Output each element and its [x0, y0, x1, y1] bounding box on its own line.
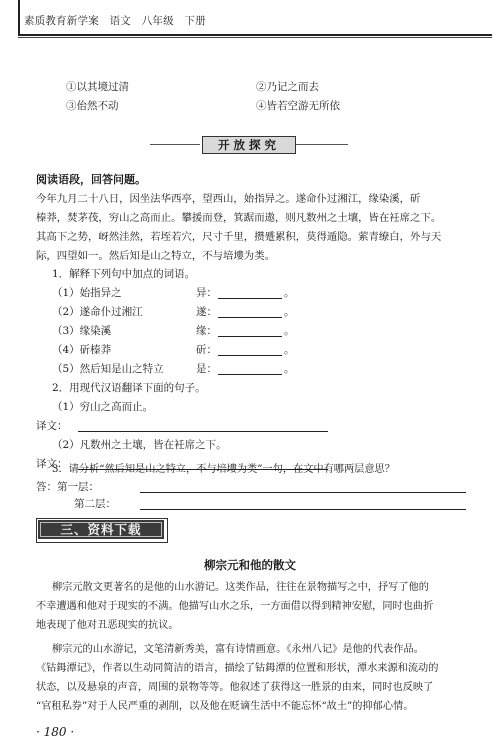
q1-item-2: （2）遂命仆过湘江 [52, 306, 143, 318]
page-number: · 180 · [36, 725, 75, 739]
q1-item-1-blank[interactable] [218, 298, 282, 299]
passage-line-2: 榛莽，焚茅茷，穷山之高而止。攀援而登，箕踞而遨，则凡数州之土壤，皆在衽席之下。 [36, 212, 442, 224]
q1-item-1: （1）始指异之 [52, 287, 122, 299]
q1-item-3: （3）缘染溪 [52, 325, 112, 337]
header-rule [18, 34, 492, 36]
q1-item-1-word: 异： [196, 287, 217, 299]
article-line-4: 柳宗元的山水游记，文笔清新秀美，富有诗情画意。《永州八记》是他的代表作品。 [52, 644, 424, 655]
q1-item-4-blank[interactable] [218, 355, 282, 356]
q1-item-5-period: 。 [284, 363, 295, 375]
option-4: ④皆若空游无所依 [256, 100, 340, 112]
article-line-5: 《钴鉧潭记》，作者以生动同简洁的语言，描绘了钴鉧潭的位置和形状，潭水来源和流动的 [36, 663, 439, 674]
article-line-6: 状态，以及悬泉的声音，周围的景物等等。他叙述了获得这一胜景的由来，同时也反映了 [36, 682, 434, 693]
q1-item-4: （4）斫榛莽 [52, 344, 112, 356]
q1-item-3-word: 缘： [196, 325, 217, 337]
q2-item-2: （2）凡数州之土壤，皆在衽席之下。 [52, 439, 227, 451]
q2-answer-blank-1[interactable] [78, 431, 328, 432]
q1-item-2-blank[interactable] [218, 317, 282, 318]
header-side-rule [18, 0, 20, 36]
q3-answer-label: 答：第一层： [36, 481, 99, 493]
article-line-1: 柳宗元散文更著名的是他的山水游记。这类作品，往往在景物描写之中，抒写了他的 [52, 582, 429, 593]
q2-item-1: （1）穷山之高而止。 [52, 401, 154, 413]
option-2: ②乃记之而去 [256, 81, 319, 93]
q1-prompt: 1．解释下列句中加点的词语。 [52, 268, 196, 280]
passage-line-1: 今年九月二十八日，因坐法华西亭，望西山，始指异之。遂命仆过湘江，缘染溪，斫 [36, 193, 421, 205]
section-banner-open: 开放探究 [202, 136, 296, 154]
q1-item-5: （5）然后知是山之特立 [52, 363, 164, 375]
q3-answer-blank-1[interactable] [140, 492, 466, 493]
q1-item-3-blank[interactable] [218, 336, 282, 337]
option-3: ③佁然不动 [66, 100, 119, 112]
q3-prompt: 3．请分析“然后知是山之特立，不与培塿为类”一句，在文中有哪两层意思？ [52, 464, 395, 475]
option-1: ①以其境过清 [66, 81, 129, 93]
q2-answer-label-1: 译文： [36, 420, 68, 432]
passage-line-3: 其高下之势，岈然洼然，若垤若穴，尺寸千里，攒蹙累积，莫得遁隐。萦青缭白，外与天 [36, 231, 442, 243]
q1-item-4-word: 斫： [196, 344, 217, 356]
q3-answer-blank-2[interactable] [140, 509, 466, 510]
article-line-3: 地表现了他对丑恶现实的抗议。 [36, 620, 179, 631]
article-line-2: 不幸遭遇和他对于现实的不满。他描写山水之乐，一方面借以得到精神安慰，同时也曲折 [36, 601, 434, 612]
header-rule-thin [18, 37, 492, 38]
running-header: 素质教育新学案 语文 八年级 下册 [24, 15, 206, 27]
banner-line-left [150, 144, 200, 145]
article-line-7: “官租私券”对于人民严重的剥削，以及他在贬谪生活中不能忘怀“故土”的抑郁心情。 [36, 701, 414, 712]
q1-item-2-period: 。 [284, 306, 295, 318]
q1-item-2-word: 遂： [196, 306, 217, 318]
article-title: 柳宗元和他的散文 [204, 558, 296, 572]
reading-instruction: 阅读语段，回答问题。 [36, 173, 146, 186]
q1-item-5-word: 是： [196, 363, 217, 375]
section-banner-download: 三、资料下载 [38, 520, 164, 539]
q1-item-4-period: 。 [284, 344, 295, 356]
q1-item-5-blank[interactable] [218, 374, 282, 375]
banner-line-right [296, 144, 348, 145]
q2-prompt: 2．用现代汉语翻译下面的句子。 [52, 382, 206, 394]
passage-line-4: 际，四望如一。然后知是山之特立，不与培塿为类。 [36, 250, 275, 262]
q2-answer-label-2: 译文： [36, 458, 68, 470]
q3-second-label: 第二层： [74, 498, 116, 510]
q1-item-1-period: 。 [284, 287, 295, 299]
q1-item-3-period: 。 [284, 325, 295, 337]
